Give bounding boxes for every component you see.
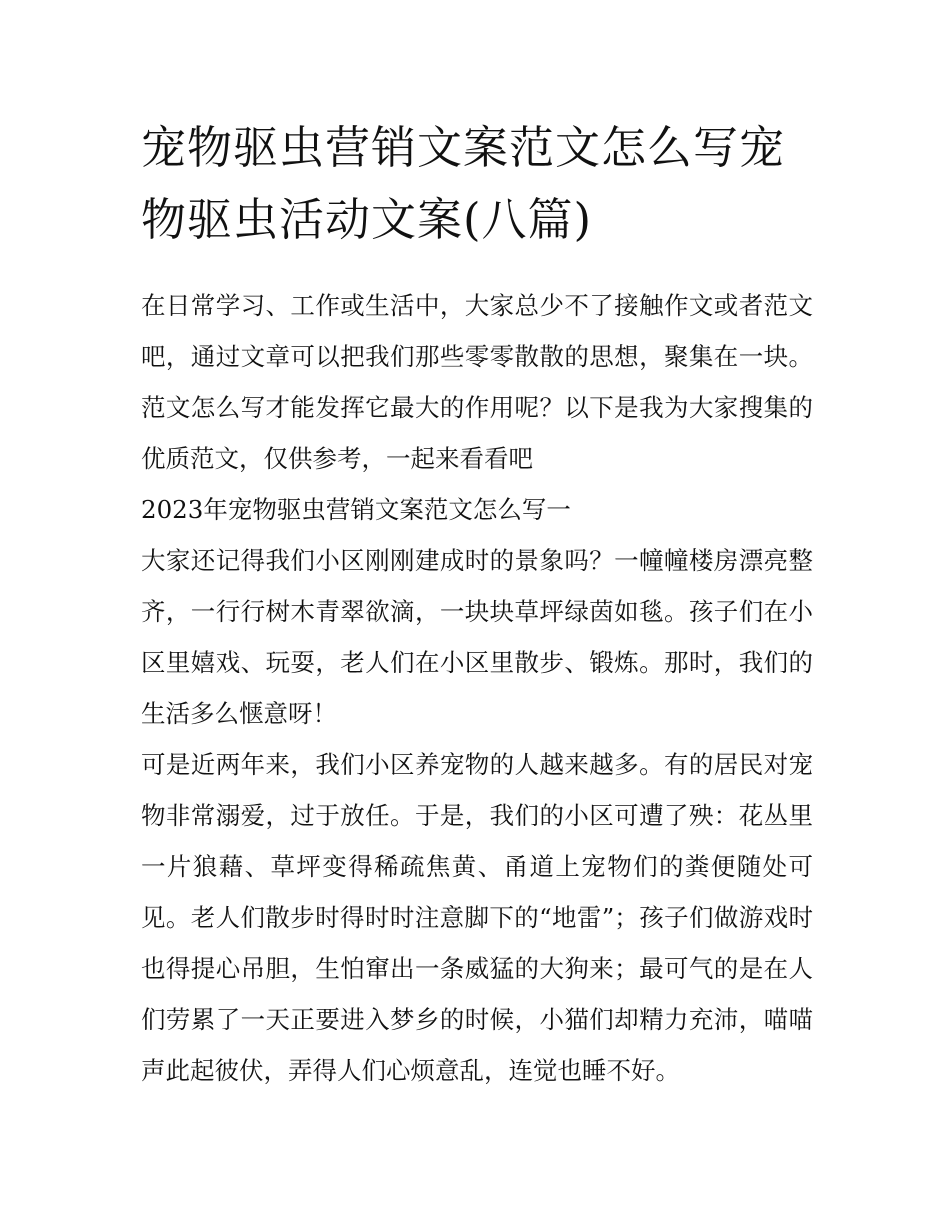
document-title: 宠物驱虫营销文案范文怎么写宠物驱虫活动文案(八篇) xyxy=(141,121,786,246)
body-paragraph-2: 可是近两年来，我们小区养宠物的人越来越多。有的居民对宠物非常溺爱，过于放任。于是，我们的小区可遭了殃：花丛里一片狼藉、草坪变得稀疏焦黄、甬道上宠物们的粪便随处可见。老人们散步时得时时注意脚下的“地雷”；孩子们做游戏时也得提心吊胆，生怕窜出一条威猛的大狗来；最可气的是在人们劳累了一天正要进入梦乡的时候，小猫们却精力充沛，喵喵声此起彼伏，弄得人们心烦意乱，连觉也睡不好。 xyxy=(141,750,813,1085)
document-body xyxy=(141,280,813,1096)
body-paragraph-1: 大家还记得我们小区刚刚建成时的景象吗？一幢幢楼房漂亮整齐，一行行树木青翠欲滴，一块块草坪绿茵如毯。孩子们在小区里嬉戏、玩耍，老人们在小区里散步、锻炼。那时，我们的生活多么惬意呀！ xyxy=(141,546,813,728)
document-content xyxy=(141,112,813,1096)
intro-paragraph: 在日常学习、工作或生活中，大家总少不了接触作文或者范文吧，通过文章可以把我们那些零零散散的思想，聚集在一块。范文怎么写才能发挥它最大的作用呢？以下是我为大家搜集的优质范文，仅供参考，一起来看看吧 xyxy=(141,291,813,473)
section-heading: 2023年宠物驱虫营销文案范文怎么写一 xyxy=(141,495,571,524)
